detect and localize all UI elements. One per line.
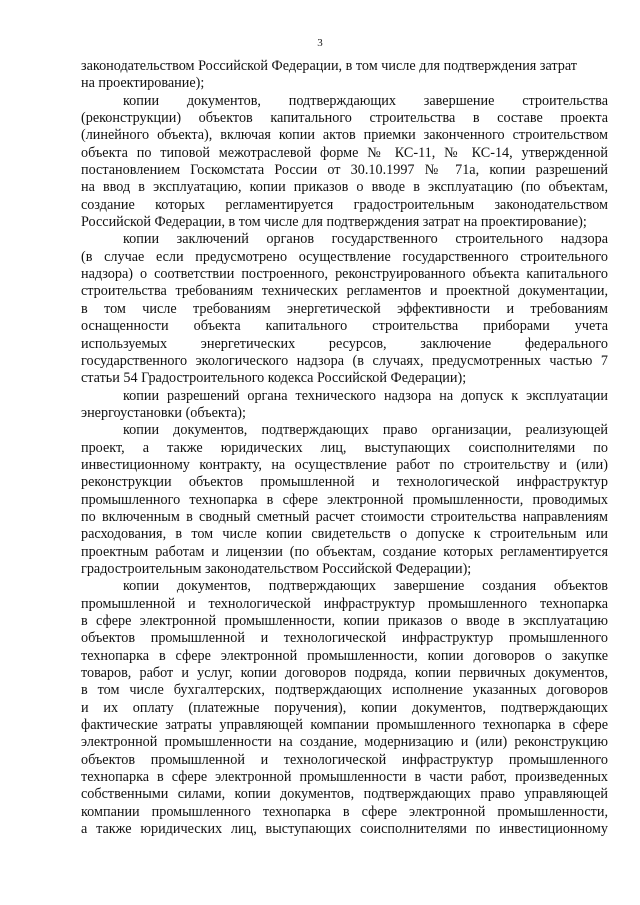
text-line: в том числе требованиям энергетической эффективности и требованиям <box>81 300 608 317</box>
body-text <box>81 58 608 838</box>
text-line: Российской Федерации, в том числе для подтверждения затрат на проектирование); <box>81 214 587 231</box>
text-line: в сфере электронной промышленности, копии приказов о вводе в эксплуатацию <box>81 613 608 629</box>
text-line: государственного экологического надзора (в случаях, предусмотренных частью 7 <box>81 352 608 369</box>
text-line: копии документов, подтверждающих право организации, реализующей <box>123 422 608 439</box>
text-line: собственными силами, копии документов, подтверждающих право управляющей <box>81 786 608 803</box>
text-line: используемых энергетических ресурсов, заключение федерального <box>81 335 608 352</box>
text-line: энергоустановки (объекта); <box>81 404 246 421</box>
text-line: копии заключений органов государственного строительного надзора <box>123 231 608 248</box>
text-line: градостроительным законодательством Российской Федерации); <box>81 560 472 577</box>
text-line: промышленного технопарка в сфере электронной промышленности, проводимых <box>81 491 608 508</box>
text-line: законодательством Российской Федерации, в том числе для подтверждения затрат <box>81 58 577 74</box>
text-line: на проектирование); <box>81 75 205 92</box>
page-number: 3 <box>317 37 323 49</box>
text-line: электронной промышленности на создание, модернизацию и (или) реконструкцию <box>81 734 608 751</box>
text-line: проект, а также юридических лиц, выступающих соисполнителями по <box>81 439 608 456</box>
text-line: расходования, в том числе копии свидетельств о допуске к строительным или <box>81 526 608 543</box>
text-line: (реконструкции) объектов капитального строительства в составе проекта <box>81 110 608 127</box>
text-line: создание которых регламентируется градостроительным законодательством <box>81 196 608 213</box>
text-line: (в случае если предусмотрено осуществление государственного строительного <box>81 248 608 265</box>
text-line: товаров, работ и услуг, копии договоров подряда, копии первичных документов, <box>81 665 608 682</box>
text-line: оснащенности объекта капитального строительства приборами учета <box>81 318 608 335</box>
text-line: строительства требованиям технических регламентов и проектной документации, <box>81 283 608 300</box>
text-line: на ввод в эксплуатацию, копии приказов о вводе в эксплуатацию (по объектам, <box>81 179 608 196</box>
text-line: фактические затраты управляющей компании промышленного технопарка в сфере <box>81 717 608 734</box>
text-line: а также юридических лиц, выступающих соисполнителями по инвестиционному <box>81 821 608 838</box>
text-line: копии документов, подтверждающих завершение создания объектов <box>123 578 608 595</box>
text-line: проектным работам и лицензии (по объектам, создание которых регламентируется <box>81 543 608 560</box>
text-line: технопарка в сфере электронной промышленности, копии договоров о закупке <box>81 647 608 664</box>
text-line: компании промышленного технопарка в сфере электронной промышленности, <box>81 803 608 820</box>
text-line: объекта по типовой межотраслевой форме № КС-11, № КС-14, утвержденной <box>81 144 608 161</box>
text-line: копии разрешений органа технического надзора на допуск к эксплуатации <box>123 387 608 404</box>
text-line: объектов промышленной и технологической инфраструктур промышленного <box>81 630 608 647</box>
text-line: технопарка в сфере электронной промышленности в части работ, произведенных <box>81 769 608 786</box>
text-line: инвестиционному контракту, на осуществление работ по строительству и (или) <box>81 456 608 473</box>
text-line: копии документов, подтверждающих завершение строительства <box>123 92 608 109</box>
text-line: по включенным в сводный сметный расчет стоимости строительства направлениям <box>81 508 608 525</box>
text-line: в том числе бухгалтерских, подтверждающих исполнение указанных договоров <box>81 682 608 699</box>
text-line: постановлением Госкомстата России от 30.10.1997 № 71а, копии разрешений <box>81 162 608 179</box>
text-line: и их оплату (платежные поручения), копии документов, подтверждающих <box>81 699 608 716</box>
text-line: реконструкции объектов промышленной и технологической инфраструктур <box>81 474 608 491</box>
text-line: статьи 54 Градостроительного кодекса Российской Федерации); <box>81 370 467 387</box>
text-line: (линейного объекта), включая копии актов приемки законченного строительством <box>81 127 608 144</box>
text-line: промышленной и технологической инфраструктур промышленного технопарка <box>81 595 608 612</box>
text-line: надзора) о соответствии построенного, реконструированного объекта капитального <box>81 266 608 283</box>
text-line: объектов промышленной и технологической инфраструктур промышленного <box>81 751 608 768</box>
